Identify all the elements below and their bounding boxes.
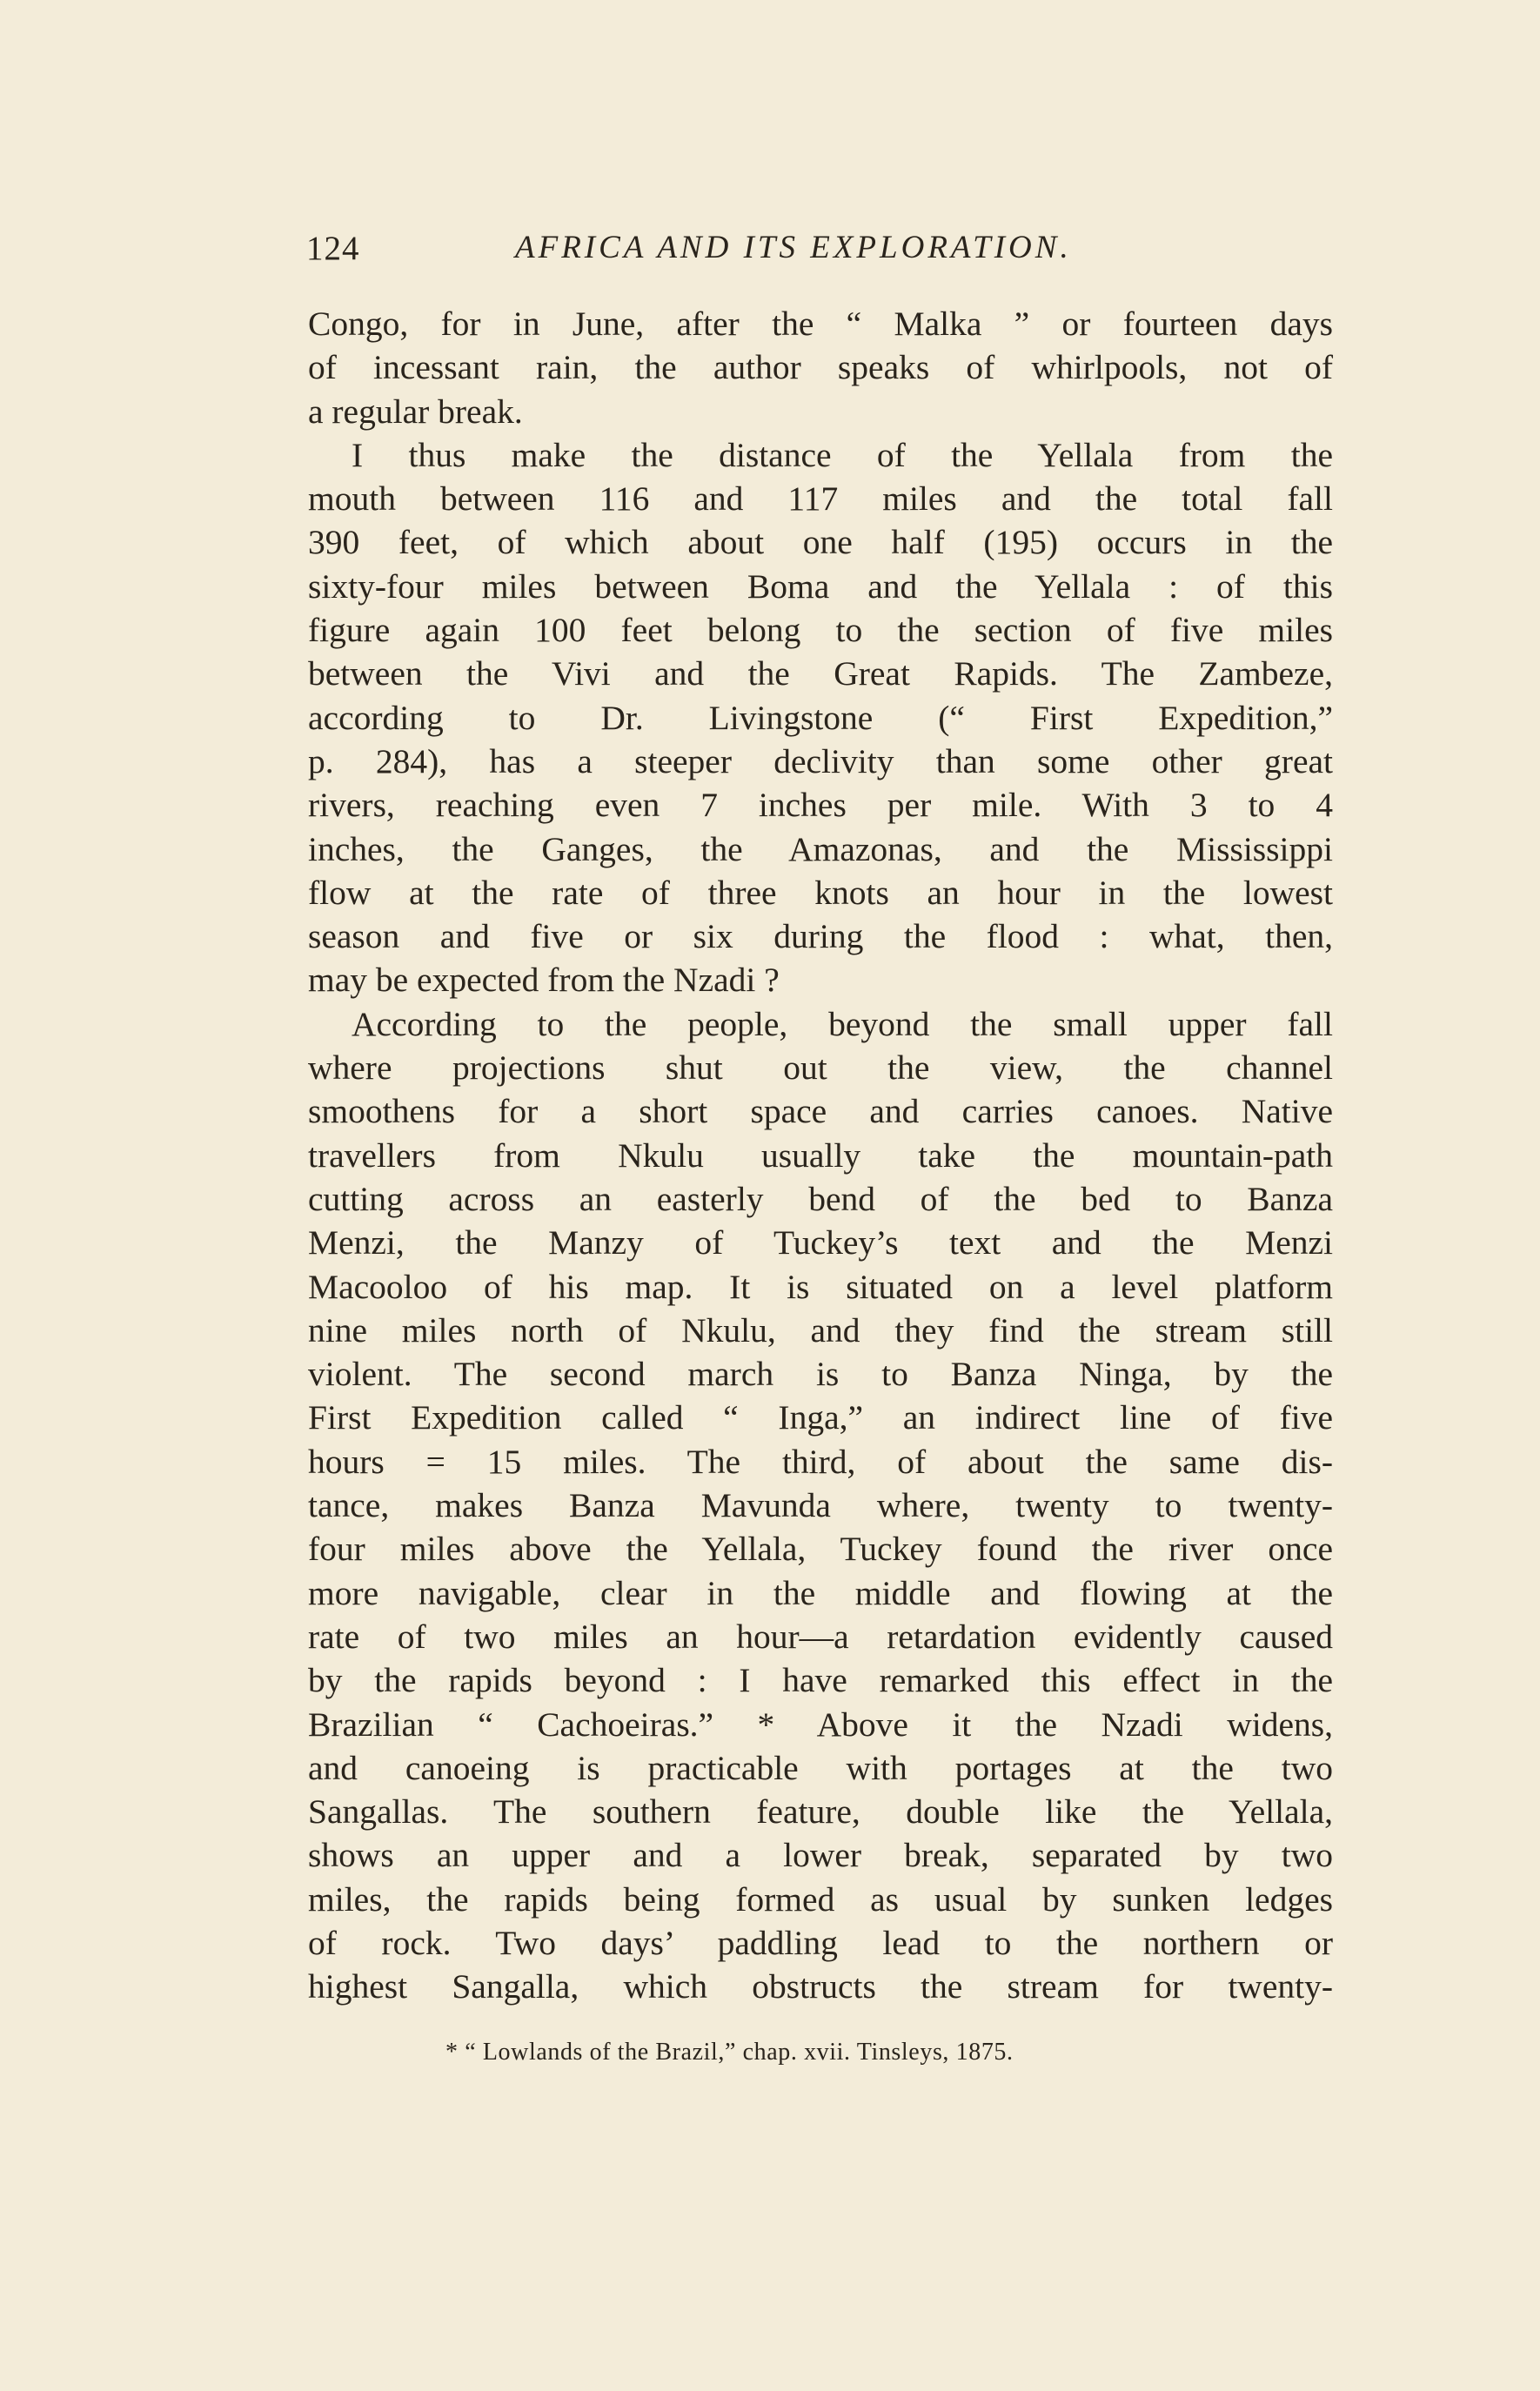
- text-line: 390 feet, of which about one half (195) occurs in the: [308, 523, 1333, 562]
- text-line: of incessant rain, the author speaks of whirlpools, not of: [308, 348, 1333, 387]
- text-line: violent. The second march is to Banza Ninga, by the: [308, 1355, 1333, 1394]
- text-line: travellers from Nkulu usually take the mountain-path: [308, 1135, 1333, 1175]
- text-line: inches, the Ganges, the Amazonas, and the Mississippi: [308, 829, 1333, 868]
- text-line: Congo, for in June, after the “ Malka ” or fourteen days: [308, 305, 1333, 343]
- text-line: of rock. Two days’ paddling lead to the northern or: [308, 1923, 1333, 1962]
- text-line: First Expedition called “ Inga,” an indirect line of five: [308, 1398, 1333, 1437]
- text-line: Sangallas. The southern feature, double like the Yellala,: [308, 1792, 1333, 1832]
- text-line: flow at the rate of three knots an hour in the lowest: [308, 873, 1333, 912]
- text-line: cutting across an easterly bend of the bed to Banza: [308, 1179, 1333, 1218]
- text-line: highest Sangalla, which obstructs the stream for twenty-: [308, 1967, 1333, 2006]
- text-line: mouth between 116 and 117 miles and the total fall: [308, 479, 1333, 519]
- running-title: AFRICA AND ITS EXPLORATION.: [515, 230, 1072, 265]
- text-line: rate of two miles an hour—a retardation evidently caused: [308, 1617, 1333, 1656]
- text-line: according to Dr. Livingstone (“ First Expedition,”: [308, 698, 1333, 737]
- text-line: more navigable, clear in the middle and flowing at the: [308, 1573, 1333, 1612]
- body-text: [308, 302, 1333, 2009]
- text-line: where projections shut out the view, the channel: [308, 1048, 1333, 1088]
- text-line: Brazilian “ Cachoeiras.” * Above it the Nzadi widens,: [308, 1705, 1333, 1744]
- text-line: a regular break.: [308, 392, 523, 431]
- text-line: I thus make the distance of the Yellala from the: [352, 435, 1333, 474]
- text-line: Macooloo of his map. It is situated on a level platform: [308, 1267, 1333, 1306]
- text-line: miles, the rapids being formed as usual by sunken ledges: [308, 1879, 1333, 1919]
- text-line: four miles above the Yellala, Tuckey found the river once: [308, 1530, 1333, 1569]
- text-line: shows an upper and a lower break, separated by two: [308, 1836, 1333, 1875]
- text-line: sixty-four miles between Boma and the Yellala : of this: [308, 566, 1333, 606]
- text-line: smoothens for a short space and carries canoes. Native: [308, 1092, 1333, 1131]
- text-line: rivers, reaching even 7 inches per mile. With 3 to 4: [308, 786, 1333, 825]
- text-line: hours = 15 miles. The third, of about the same dis-: [308, 1442, 1333, 1481]
- footnote: * “ Lowlands of the Brazil,” chap. xvii. Tinsleys, 1875.: [445, 2039, 1014, 2066]
- text-line: between the Vivi and the Great Rapids. The Zambeze,: [308, 654, 1333, 693]
- page-header: [306, 229, 1335, 272]
- text-line: According to the people, beyond the small upper fall: [352, 1004, 1333, 1043]
- text-line: figure again 100 feet belong to the section of five miles: [308, 611, 1333, 650]
- text-line: and canoeing is practicable with portages at the two: [308, 1748, 1333, 1787]
- page-number: 124: [306, 230, 360, 267]
- text-line: tance, makes Banza Mavunda where, twenty to twenty-: [308, 1486, 1333, 1525]
- text-line: nine miles north of Nkulu, and they find the stream still: [308, 1310, 1333, 1350]
- text-line: may be expected from the Nzadi ?: [308, 961, 780, 1000]
- text-line: season and five or six during the flood : what, then,: [308, 917, 1333, 956]
- text-line: p. 284), has a steeper declivity than some other great: [308, 741, 1333, 780]
- text-line: by the rapids beyond : I have remarked this effect in the: [308, 1661, 1333, 1700]
- text-line: Menzi, the Manzy of Tuckey’s text and the Menzi: [308, 1223, 1333, 1262]
